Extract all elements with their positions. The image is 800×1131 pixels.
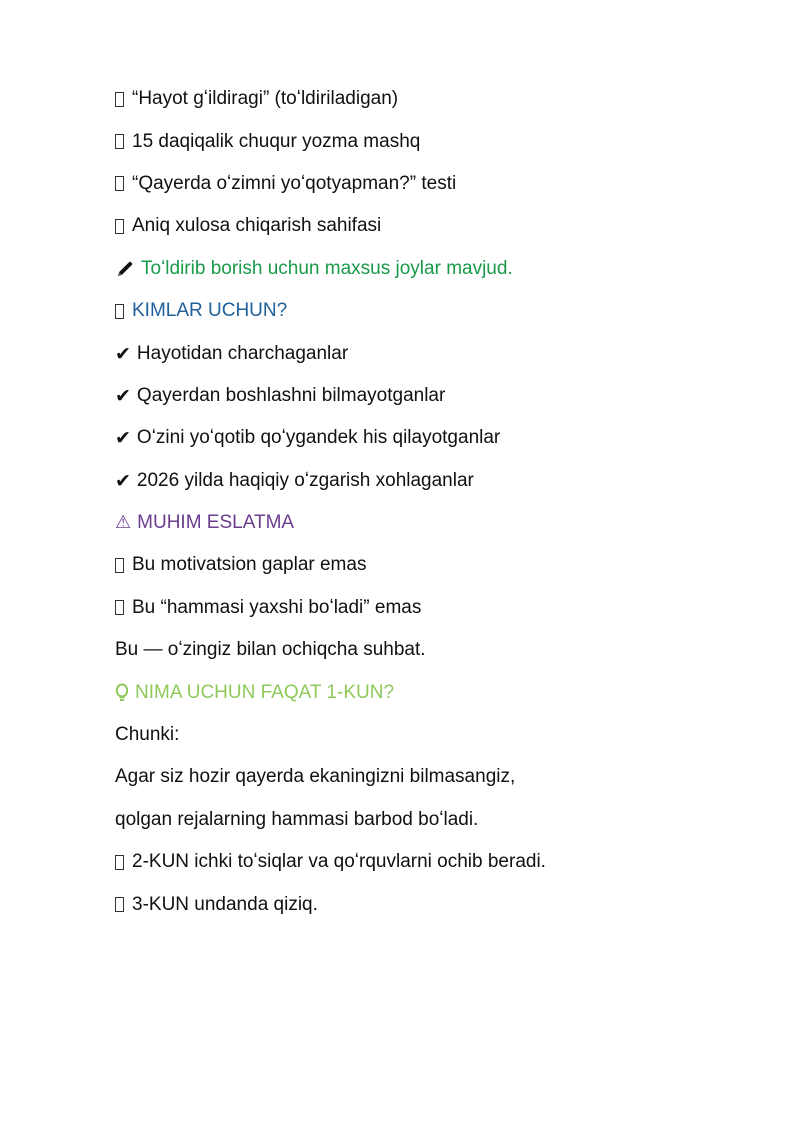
missing-glyph-box-icon [115,855,124,870]
list-item [115,460,755,502]
missing-glyph-box-icon [115,219,124,234]
list-item [115,163,755,205]
list-item [115,120,755,162]
missing-glyph-box-icon [115,92,124,107]
check-icon: ✔ [115,427,131,450]
check-icon: ✔ [115,342,131,365]
section-heading [115,290,755,332]
paragraph-line [115,714,755,756]
missing-glyph-box-icon [115,897,124,912]
line-text: Bu — oʻzingiz bilan ochiqcha suhbat. [115,639,426,661]
note-text: Toʻldirib borish uchun maxsus joylar mavjud. [141,257,513,279]
list-item [115,841,755,883]
line-text: qolgan rejalarning hammasi barbod boʻladi. [115,808,479,830]
line-text: Agar siz hozir qayerda ekaningizni bilmasangiz, [115,766,516,788]
list-item [115,205,755,247]
list-item [115,417,755,459]
list-item [115,78,755,120]
line-text: Oʻzini yoʻqotib qoʻygandek his qilayotganlar [136,427,501,449]
missing-glyph-box-icon [115,558,124,573]
list-item [115,587,755,629]
lightbulb-icon [115,683,129,703]
section-heading-text: NIMA UCHUN FAQAT 1-KUN? [135,681,395,703]
line-text: Hayotidan charchaganlar [136,342,349,364]
line-text: 3-KUN undanda qiziq. [132,893,318,915]
missing-glyph-box-icon [115,600,124,615]
missing-glyph-box-icon [115,304,124,319]
check-icon: ✔ [115,469,131,492]
list-item [115,332,755,374]
list-item [115,375,755,417]
paragraph-line [115,756,755,798]
check-icon: ✔ [115,384,131,407]
line-text: Bu motivatsion gaplar emas [132,554,367,576]
paragraph-line [115,629,755,671]
line-text: Aniq xulosa chiqarish sahifasi [132,215,382,237]
section-heading [115,671,755,713]
note-line [115,248,755,290]
line-text: “Qayerda oʻzimni yoʻqotyapman?” testi [132,172,457,194]
section-heading-text: MUHIM ESLATMA [137,512,295,534]
document-content [115,78,755,926]
line-text: 15 daqiqalik chuqur yozma mashq [132,130,421,152]
missing-glyph-box-icon [115,134,124,149]
warning-icon: ⚠ [115,512,132,534]
pencil-icon [115,259,135,279]
line-text: 2026 yilda haqiqiy oʻzgarish xohlaganlar [136,469,474,491]
line-text: “Hayot gʻildiragi” (toʻldiriladigan) [132,88,399,110]
list-item [115,544,755,586]
section-heading-text: KIMLAR UCHUN? [132,300,288,322]
line-text: Qayerdan boshlashni bilmayotganlar [136,384,446,406]
paragraph-line [115,799,755,841]
line-text: Bu “hammasi yaxshi boʻladi” emas [132,596,422,618]
missing-glyph-box-icon [115,176,124,191]
section-heading [115,502,755,544]
list-item [115,883,755,925]
line-text: 2-KUN ichki toʻsiqlar va qoʻrquvlarni ochib beradi. [132,851,546,873]
line-text: Chunki: [115,724,180,746]
